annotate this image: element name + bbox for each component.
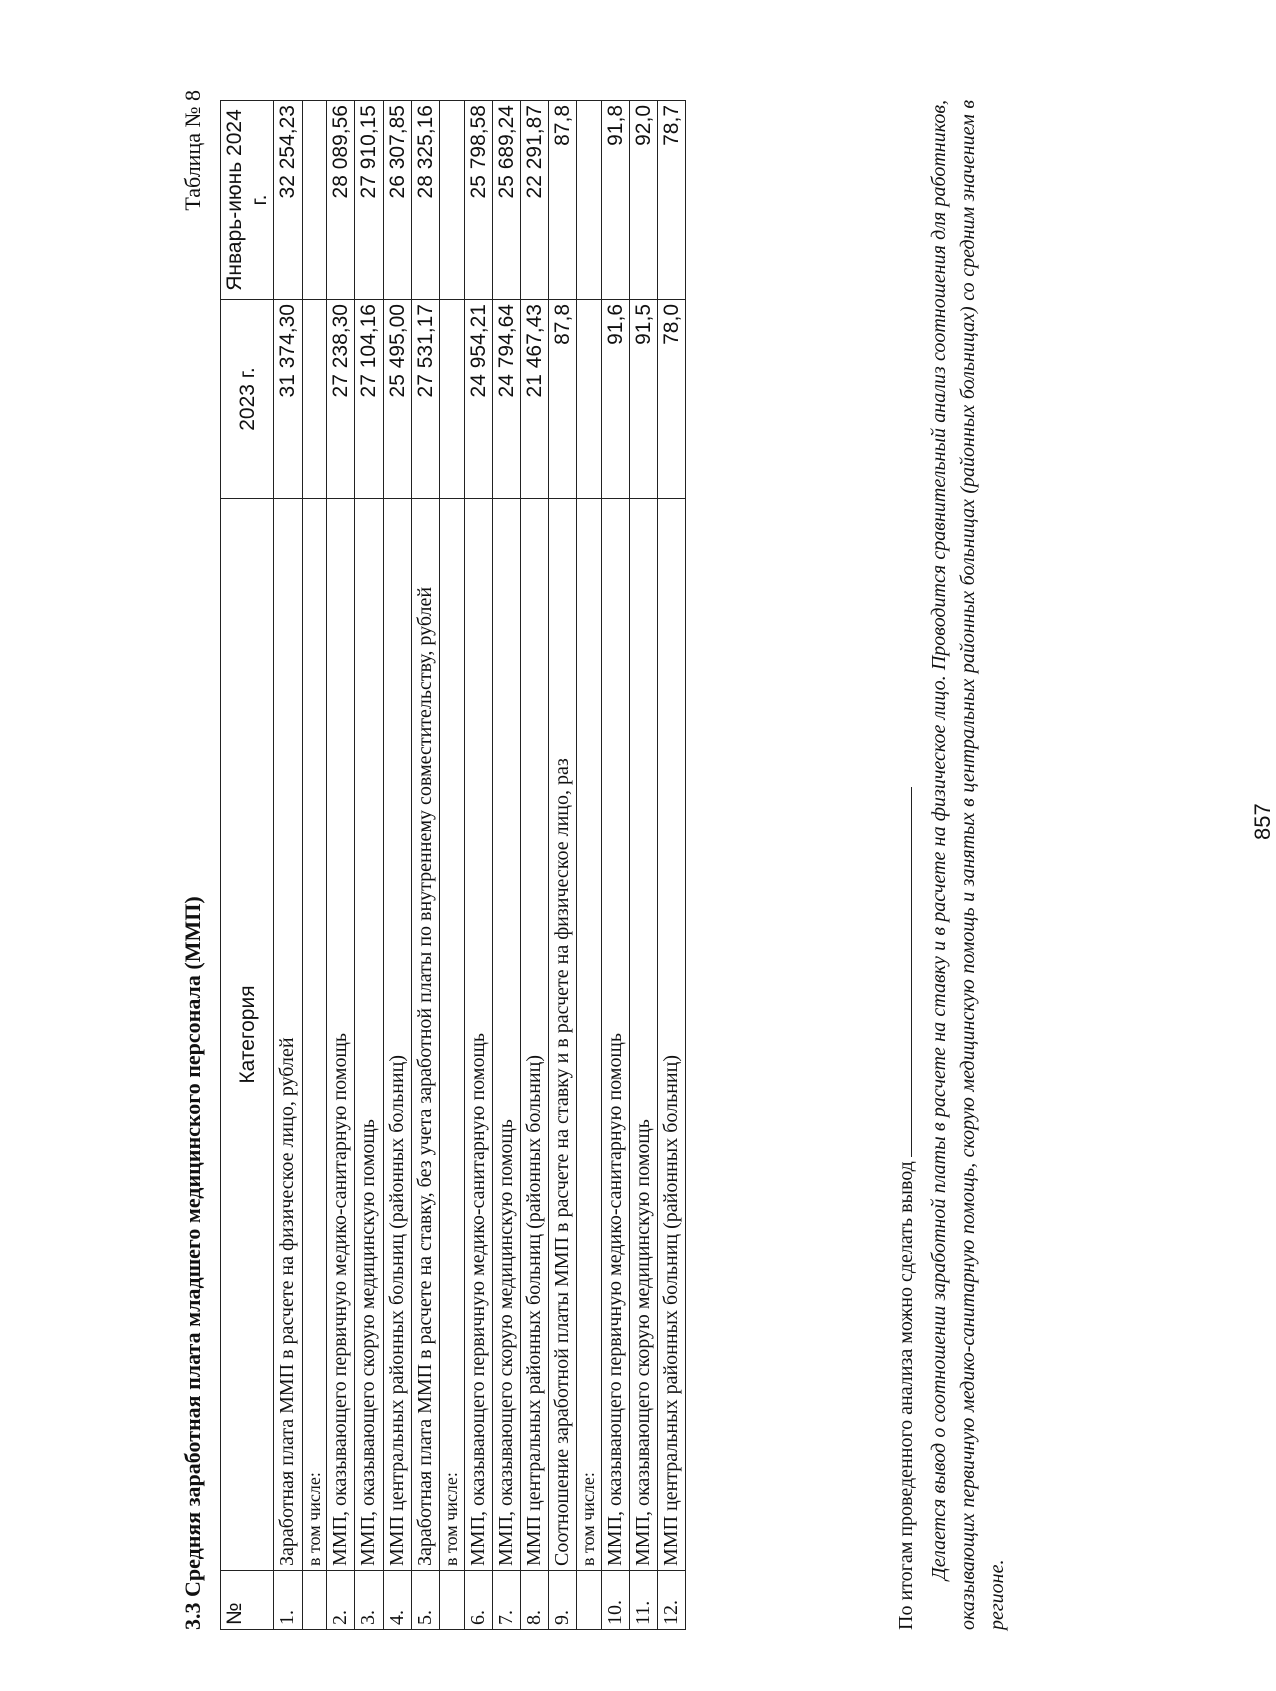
row-value-2023: 31 374,30 [274,300,302,499]
row-category: в том числе: [577,499,602,1571]
row-value-2024: 26 307,85 [383,101,411,300]
row-value-2023: 78,0 [658,300,686,499]
row-category: в том числе: [439,499,464,1571]
row-value-2023 [439,300,464,499]
row-value-2024 [439,101,464,300]
row-number [302,1571,327,1630]
row-number: 4. [383,1571,411,1630]
header-num: № [221,1571,274,1630]
row-value-2024: 91,8 [601,101,629,300]
table-row [520,101,548,1630]
row-value-2024: 25 689,24 [492,101,520,300]
row-value-2024: 87,8 [549,101,577,300]
row-number: 3. [355,1571,383,1630]
row-value-2023: 27 238,30 [327,300,355,499]
row-value-2023: 21 467,43 [520,300,548,499]
row-value-2023: 24 954,21 [464,300,492,499]
row-category: Соотношение заработной платы ММП в расчете на ставку и в расчете на физическое лицо, раз [549,499,577,1571]
table-row [658,101,686,1630]
row-number: 1. [274,1571,302,1630]
section-title: 3.3 Средняя заработная плата младшего медицинского персонала (ММП) [180,896,205,1630]
table-row [327,101,355,1630]
header-category: Категория [221,499,274,1571]
row-value-2024: 32 254,23 [274,101,302,300]
fill-in-line [895,787,912,1157]
page-number: 857 [1250,803,1275,840]
table-label: Таблица № 8 [180,90,205,211]
row-category: ММП центральных районных больниц (районных больниц) [658,499,686,1571]
table-row [274,101,302,1630]
row-category: Заработная плата ММП в расчете на ставку, без учета заработной платы по внутреннему совместительству, рублей [411,499,439,1571]
row-category: ММП, оказывающего скорую медицинскую помощь [492,499,520,1571]
row-number: 11. [630,1571,658,1630]
row-number [439,1571,464,1630]
row-number [577,1571,602,1630]
table-row [492,101,520,1630]
row-number: 12. [658,1571,686,1630]
row-category: ММП, оказывающего первичную медико-санитарную помощь [464,499,492,1571]
row-value-2023: 25 495,00 [383,300,411,499]
row-value-2024: 25 798,58 [464,101,492,300]
row-category: ММП центральных районных больниц (районных больниц) [383,499,411,1571]
rotated-page [170,80,1275,1640]
row-value-2023: 91,5 [630,300,658,499]
table-row [383,101,411,1630]
table-row [577,101,602,1630]
row-category: ММП, оказывающего скорую медицинскую помощь [355,499,383,1571]
row-category: ММП, оказывающего скорую медицинскую помощь [630,499,658,1571]
row-value-2023: 27 104,16 [355,300,383,499]
table-row [439,101,464,1630]
table-row [302,101,327,1630]
header-2024: Январь-июнь 2024 г. [221,101,274,300]
table-row [630,101,658,1630]
row-category: в том числе: [302,499,327,1571]
row-category: Заработная плата ММП в расчете на физическое лицо, рублей [274,499,302,1571]
row-number: 7. [492,1571,520,1630]
row-value-2023: 27 531,17 [411,300,439,499]
row-value-2024: 78,7 [658,101,686,300]
footnote-text: По итогам проведенного анализа можно сделать вывод [895,1161,917,1630]
table-row [464,101,492,1630]
header-2023: 2023 г. [221,300,274,499]
row-number: 9. [549,1571,577,1630]
row-number: 10. [601,1571,629,1630]
table-row [411,101,439,1630]
row-value-2024: 22 291,87 [520,101,548,300]
salary-table [220,100,686,1630]
row-number: 2. [327,1571,355,1630]
table-row [601,101,629,1630]
row-category: ММП, оказывающего первичную медико-санитарную помощь [327,499,355,1571]
table-row [355,101,383,1630]
row-value-2024 [302,101,327,300]
row-value-2024: 28 089,56 [327,101,355,300]
footnote [895,787,918,1630]
row-value-2023 [577,300,602,499]
row-value-2024: 28 325,16 [411,101,439,300]
row-value-2024 [577,101,602,300]
conclusion-text: Делается вывод о соотношении заработной платы в расчете на ставку и в расчете на физическое лицо. Проводится сравнительный анализ соотношения для работников, оказывающих первичную медико-санитарную помощь, скорую медицинскую помощь и занятых в центральных районных больницах (районных больницах) со средним значением в регионе. [928,100,1008,1630]
row-value-2023: 91,6 [601,300,629,499]
table-row [549,101,577,1630]
row-number: 6. [464,1571,492,1630]
table-header-row [221,101,274,1630]
row-category: ММП, оказывающего первичную медико-санитарную помощь [601,499,629,1571]
row-value-2023 [302,300,327,499]
row-category: ММП центральных районных больниц (районных больниц) [520,499,548,1571]
row-value-2023: 87,8 [549,300,577,499]
row-value-2024: 92,0 [630,101,658,300]
row-number: 5. [411,1571,439,1630]
row-value-2023: 24 794,64 [492,300,520,499]
row-number: 8. [520,1571,548,1630]
row-value-2024: 27 910,15 [355,101,383,300]
table-body [274,101,686,1630]
